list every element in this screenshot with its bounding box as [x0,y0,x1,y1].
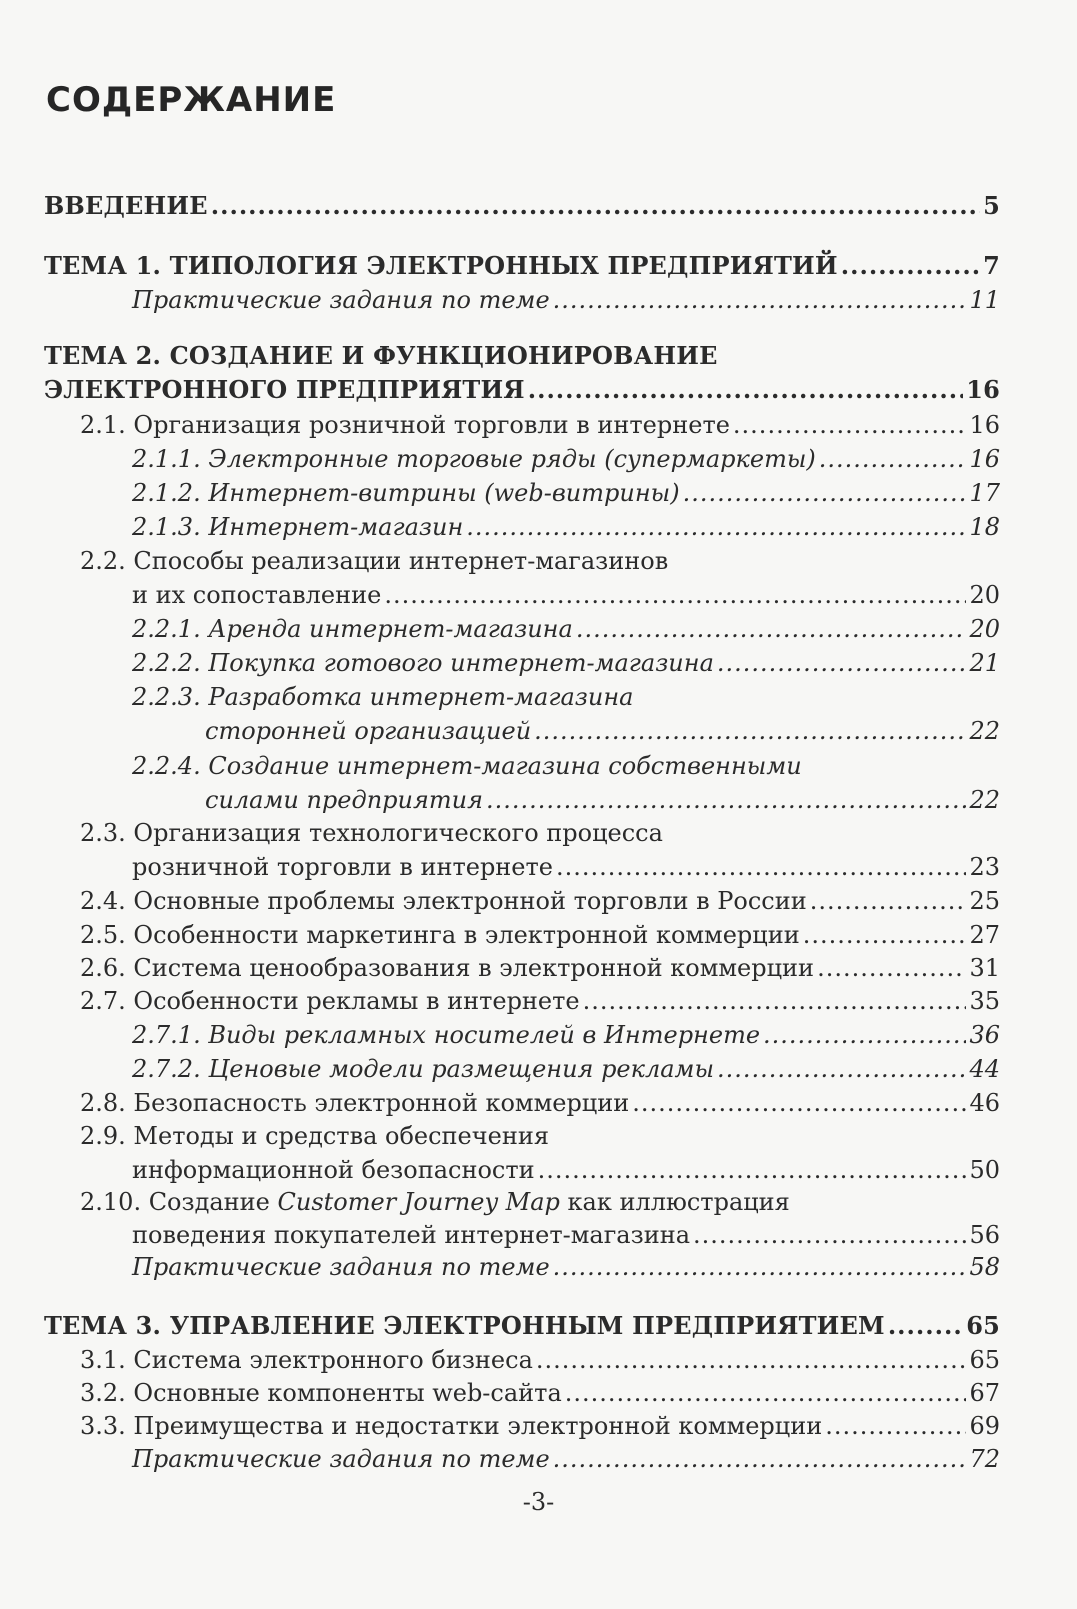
toc-entry-title: поведения покупателей интернет-магазина [132,1221,690,1249]
toc-entry-title: 2.2.1. Аренда интернет-магазина [132,615,573,643]
leader-dots [384,579,966,611]
toc-entry-title: 2.1.3. Интернет-магазин [132,513,464,541]
toc-entry-title: 2.7. Особенности рекламы в интернете [80,987,580,1015]
toc-page-number: 50 [969,1156,1000,1184]
toc-page-number: 35 [969,987,1000,1015]
toc-entry-title-line: 2.2.3. Разработка интернет-магазина [132,683,634,711]
toc-entry-title: ВВЕДЕНИЕ [44,191,208,220]
leader-dots [583,985,967,1017]
toc-entry-title: 2.1.1. Электронные торговые ряды (супермаркеты) [132,445,816,473]
toc-page-number: 46 [969,1089,1000,1117]
toc-entry-2-7[interactable] [80,985,1000,1017]
toc-entry-title: ТЕМА 3. УПРАВЛЕНИЕ ЭЛЕКТРОННЫМ ПРЕДПРИЯТИЕМ [44,1311,885,1340]
toc-page-number: 5 [983,191,1000,220]
toc-entry-3-3[interactable] [80,1410,1000,1442]
toc-entry-title: 2.7.2. Ценовые модели размещения рекламы [132,1055,714,1083]
page-title: СОДЕРЖАНИЕ [46,80,337,120]
toc-page-number: 25 [969,887,1000,915]
toc-page-number: 27 [969,921,1000,949]
toc-entry-title-line: 2.9. Методы и средства обеспечения [80,1122,549,1150]
toc-entry-2-8[interactable] [80,1087,1000,1119]
toc-page-number: 21 [969,649,1000,677]
leader-dots [733,409,967,441]
toc-entry-2-4[interactable] [80,885,1000,917]
toc-page-number: 65 [969,1346,1000,1374]
toc-entry-2-5[interactable] [80,919,1000,951]
leader-dots [528,374,963,406]
toc-entry-title: 2.6. Система ценообразования в электронной коммерции [80,954,815,982]
toc-entry-2-9[interactable] [132,1154,1000,1186]
toc-entry-title: розничной торговли в интернете [132,853,553,881]
leader-dots [763,1019,966,1051]
toc-entry-topic-2[interactable] [44,374,1000,406]
toc-entry-title: 2.4. Основные проблемы электронной торговли в России [80,887,807,915]
toc-entry-2-1-2[interactable] [132,477,1000,509]
leader-dots [486,784,966,816]
toc-page-number: 69 [969,1412,1000,1440]
leader-dots [693,1219,966,1251]
toc-entry-2-7-2[interactable] [132,1053,1000,1085]
toc-entry-intro[interactable] [44,190,1000,222]
toc-entry-2-3[interactable] [132,851,1000,883]
toc-entry-title: 2.7.1. Виды рекламных носителей в Интернете [132,1021,761,1049]
leader-dots [683,477,967,509]
toc-entry-title: 3.3. Преимущества и недостатки электронной коммерции [80,1412,823,1440]
toc-entry-title-line: ТЕМА 2. СОЗДАНИЕ И ФУНКЦИОНИРОВАНИЕ [44,341,718,370]
toc-entry-title: Практические задания по теме [132,1445,550,1473]
leader-dots [211,190,980,222]
toc-entry-title-english: Customer Journey Map [277,1188,560,1216]
leader-dots [717,647,967,679]
toc-page-number: 20 [969,581,1000,609]
toc-entry-2-2-1[interactable] [132,613,1000,645]
toc-entry-topic-1[interactable] [44,250,1000,282]
leader-dots [825,1410,966,1442]
toc-entry-2-2[interactable] [132,579,1000,611]
toc-entry-title: и их сопоставление [132,581,382,609]
toc-entry-practice-1[interactable] [132,284,1000,316]
toc-entry-2-1[interactable] [80,409,1000,441]
toc-entry-2-7-1[interactable] [132,1019,1000,1051]
toc-entry-title-line: 2.2.4. Создание интернет-магазина собственными [132,752,802,780]
toc-page-number: 31 [969,954,1000,982]
page-number-footer: -3- [522,1488,555,1516]
toc-page-number: 18 [969,513,1000,541]
toc-entry-2-1-3[interactable] [132,511,1000,543]
toc-page-number: 67 [969,1379,1000,1407]
toc-entry-practice-2[interactable] [132,1251,1000,1283]
toc-page-number: 65 [966,1311,1000,1340]
toc-entry-title-part: 2.10. Создание [80,1188,278,1216]
toc-page-number: 11 [969,286,1000,314]
leader-dots [817,952,966,984]
toc-page-number: 36 [969,1021,1000,1049]
toc-entry-title: сторонней организацией [205,717,532,745]
leader-dots [810,885,967,917]
toc-entry-title-line: 2.2. Способы реализации интернет-магазинов [80,547,669,575]
toc-entry-title: 3.2. Основные компоненты web-сайта [80,1379,562,1407]
toc-page-number: 56 [969,1221,1000,1249]
toc-entry-2-2-2[interactable] [132,647,1000,679]
leader-dots [819,443,967,475]
toc-page-number: 16 [966,375,1000,404]
toc-entry-title: Практические задания по теме [132,286,550,314]
toc-entry-2-2-4[interactable] [205,784,1000,816]
leader-dots [888,1310,963,1342]
toc-page-number: 58 [969,1253,1000,1281]
toc-entry-practice-3[interactable] [132,1443,1000,1475]
toc-page-number: 44 [969,1055,1000,1083]
leader-dots [538,1154,967,1186]
toc-entry-title: 2.1.2. Интернет-витрины (web-витрины) [132,479,680,507]
toc-page-number: 20 [969,615,1000,643]
toc-entry-title: 2.5. Особенности маркетинга в электронной коммерции [80,921,800,949]
toc-page-number: 16 [969,411,1000,439]
leader-dots [576,613,967,645]
toc-entry-title-line: 2.3. Организация технологического процесса [80,819,663,847]
toc-entry-2-6[interactable] [80,952,1000,984]
toc-entry-title: 2.2.2. Покупка готового интернет-магазина [132,649,714,677]
toc-page-number: 16 [969,445,1000,473]
leader-dots [466,511,966,543]
toc-entry-title: 3.1. Система электронного бизнеса [80,1346,533,1374]
leader-dots [632,1087,966,1119]
toc-entry-title: информационной безопасности [132,1156,535,1184]
toc-entry-title: Практические задания по теме [132,1253,550,1281]
toc-entry-title: 2.8. Безопасность электронной коммерции [80,1089,630,1117]
toc-page-number: 72 [969,1445,1000,1473]
leader-dots [553,1443,967,1475]
toc-entry-2-10[interactable] [132,1219,1000,1251]
toc-entry-title: силами предприятия [205,786,483,814]
toc-entry-3-2[interactable] [80,1377,1000,1409]
toc-entry-title-part: как иллюстрация [559,1188,790,1216]
toc-entry-2-2-3[interactable] [205,715,1000,747]
toc-entry-title: 2.1. Организация розничной торговли в интернете [80,411,730,439]
leader-dots [534,715,966,747]
toc-entry-title-line [80,1186,790,1218]
toc-page-number: 22 [969,717,1000,745]
leader-dots [565,1377,967,1409]
toc-entry-2-1-1[interactable] [132,443,1000,475]
leader-dots [803,919,967,951]
toc-page-number: 7 [983,251,1000,280]
toc-page-number: 22 [969,786,1000,814]
toc-entry-3-1[interactable] [80,1344,1000,1376]
toc-page-number: 23 [969,853,1000,881]
leader-dots [841,250,980,282]
toc-entry-topic-3[interactable] [44,1310,1000,1342]
leader-dots [556,851,966,883]
toc-entry-title: ТЕМА 1. ТИПОЛОГИЯ ЭЛЕКТРОННЫХ ПРЕДПРИЯТИЙ [44,251,838,280]
leader-dots [553,1251,967,1283]
leader-dots [536,1344,967,1376]
toc-page-number: 17 [969,479,1000,507]
toc-entry-title: ЭЛЕКТРОННОГО ПРЕДПРИЯТИЯ [44,375,525,404]
leader-dots [717,1053,966,1085]
leader-dots [553,284,967,316]
